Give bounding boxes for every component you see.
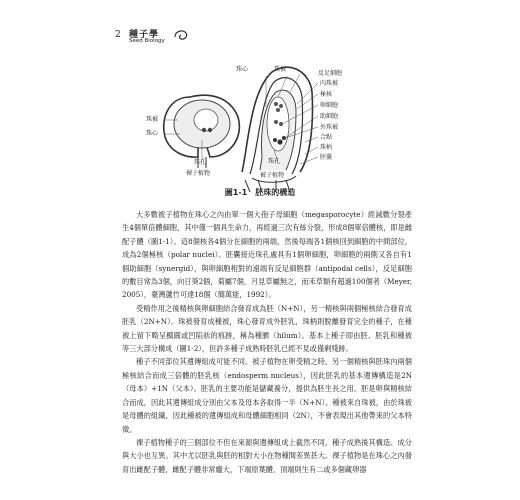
body-text	[122, 208, 412, 476]
figure-title: 胚珠的構造	[255, 188, 296, 197]
label-antipodal: 反足細胞	[318, 70, 343, 77]
label-gym-integument: 珠被	[146, 116, 159, 123]
label-gym-micropyle: 珠孔	[194, 159, 207, 166]
label-polar-nuclei: 極核	[320, 91, 333, 98]
page-number: 2	[115, 30, 121, 40]
label-gym-nucellus: 珠心	[146, 130, 159, 137]
label-gymnosperm: 裸子植物	[186, 170, 211, 177]
ovule-figure	[146, 52, 390, 202]
label-nucellus: 珠心	[236, 66, 249, 73]
paragraph: 裸子植物種子的三個部位不但在來源與遺傳組成上截然不同，種子成熟後其構造、成分與大小也互異。其中尤以胚乳與胚的相對大小在物種間差異甚大。裸子植物是在珠心之內發育出雌配子體，雌配子體非常龐大，下端原葉體、頂端則生有二或多個藏卵器	[122, 437, 412, 474]
gymnosperm-ovule	[164, 95, 240, 168]
seed-logo-icon	[173, 28, 189, 42]
label-embryo-sac: 胚囊	[320, 154, 333, 161]
figure-number: 圖1-1	[224, 188, 248, 197]
label-synergid: 助細胞	[320, 113, 339, 120]
paragraph: 受精作用之後精核與卵細胞結合發育成為胚（N+N），另一精核與兩個極核結合發育成胚乳（2N+N）。珠被發育成種被，珠心發育成外胚乳，珠柄則脫離發育完全的種子，在種被上留下略呈橢圓或凹陷狀的痕跡，稱為種臍（hilum）。基本上種子即由胚、胚乳和種被等三大部分構成（圖1-2），但許多種子成熟時胚乳已經不見或僅剩殘跡。	[122, 303, 412, 354]
label-egg: 卵細胞	[320, 102, 339, 109]
book-subtitle: Seed Biology	[129, 38, 165, 44]
label-inner-integument: 內珠被	[320, 80, 339, 87]
label-integument: 珠被	[274, 66, 287, 73]
paragraph: 大多數被子植物在珠心之內由單一個大孢子母細胞（megasporocyte）經減數分裂產生4個單倍體細胞，其中僅一個具生命力，再經過三次有絲分裂，形成8個單倍體核，即是雌配子體（圖1-1）。這8個核各4個分在細胞的兩端，然後每端各1個核回到細胞的中間部位，成為2個極核（polar nuclei）。胚囊接近珠孔處具有1個卵細胞，卵細胞的兩側又各自有1個助細胞（synergid），與卵細胞相對的遠端有反足細胞群（antipodal cells），反足細胞的數目常為3個，向日葵2個，菊屬7個，月見草屬無之，而禾草類有超過100個者（Meyer, 2005），臺灣蘆竹可達18個（簡萬能，1992）。	[122, 210, 412, 300]
page-header	[115, 26, 415, 50]
label-chalaza: 合點	[320, 134, 333, 141]
label-funiculus: 珠柄	[320, 144, 333, 151]
book-title: 種子學	[129, 30, 160, 40]
label-outer-integument: 外珠被	[320, 124, 339, 131]
ovule-diagram	[150, 52, 390, 202]
label-ang-micropyle: 珠孔	[268, 158, 281, 165]
label-angiosperm: 被子植物	[260, 172, 285, 179]
figure-caption	[0, 187, 520, 198]
paragraph: 種子不同部位其遺傳組成可能不同。被子植物在卵受精之時，另一個精核與胚珠內兩個極核結合而成三倍體的胚乳核（endosperm nucleus），因此胚乳的基本遺傳構造是2N（母本）+1N（父本）。胚乳的主要功能是儲藏養分，提供為胚生長之用。胚是卵與精核結合而成，因此其遺傳組成分別由父本及母本各取得一半（N+N）。種被來自珠被，由於珠被是母體的組織，因此種被的遺傳組成和母體細胞相同（2N），不會表現出其他帶來的父本特徵。	[122, 357, 412, 434]
